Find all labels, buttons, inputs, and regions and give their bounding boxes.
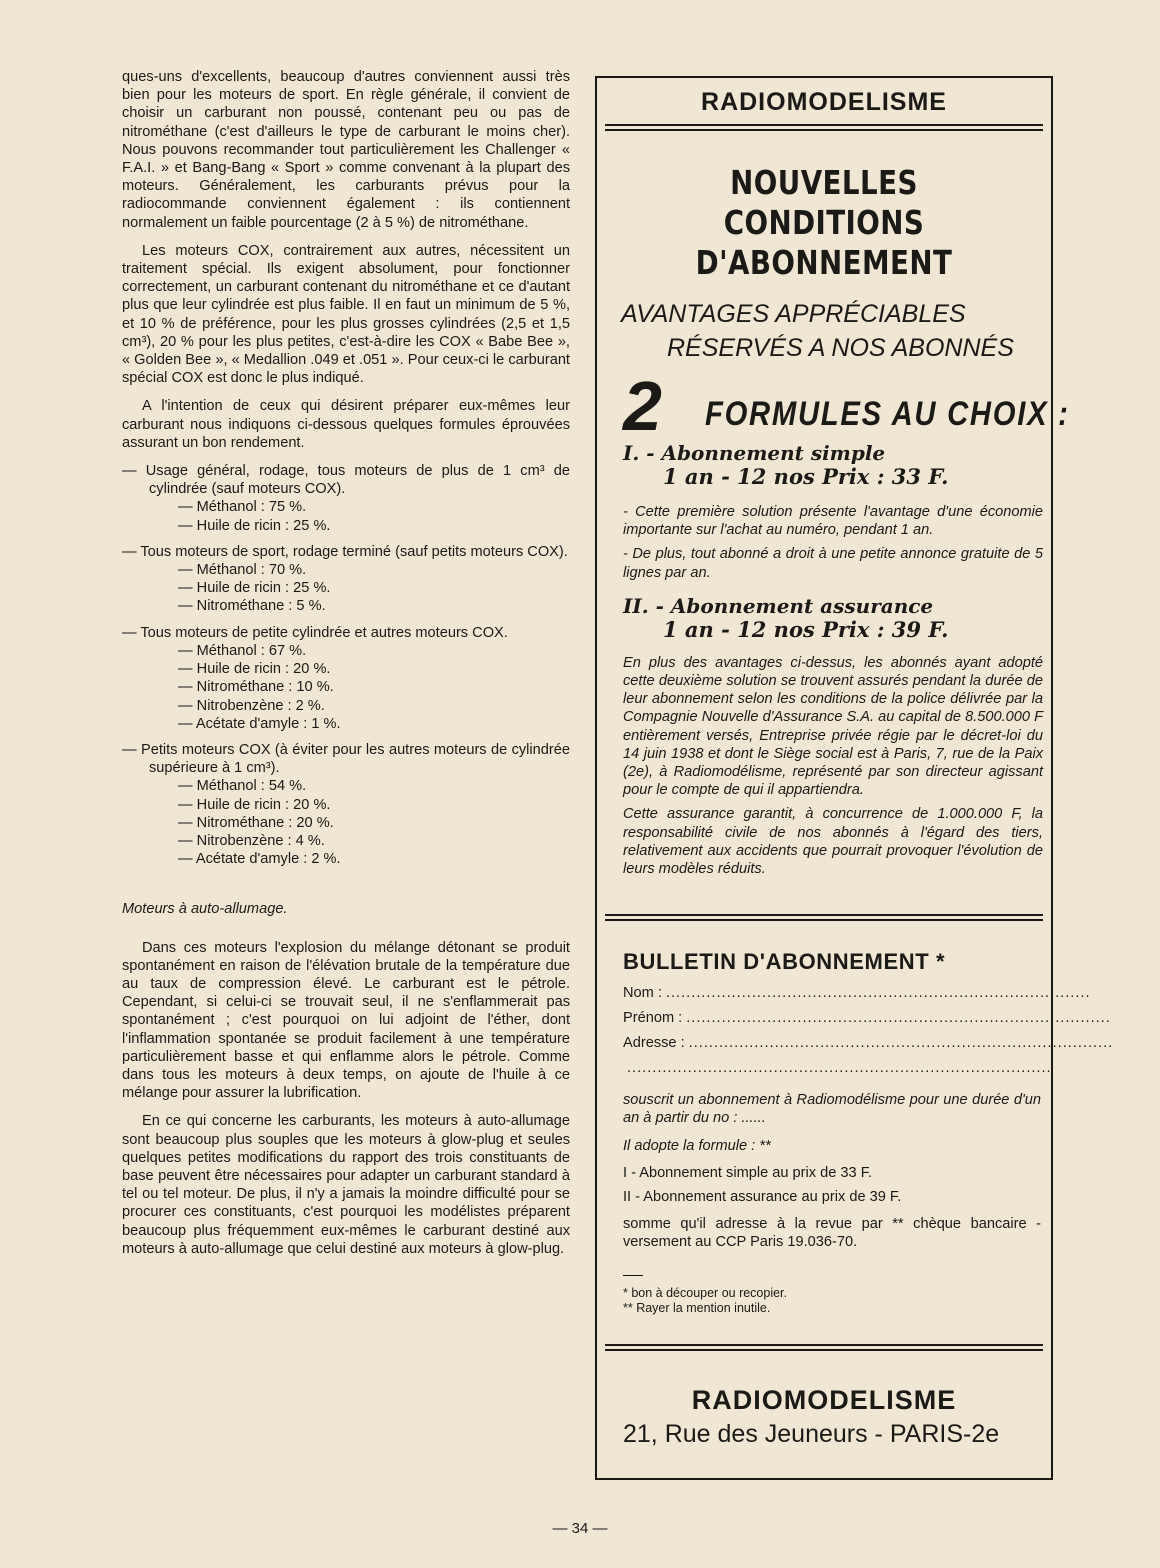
footnote-rule xyxy=(623,1275,643,1276)
formula-ingredient: — Méthanol : 75 %. xyxy=(178,499,307,516)
name-dotted-line[interactable]: .................................................................................... xyxy=(665,985,1091,1002)
subscribe-statement: souscrit un abonnement à Radiomodélisme pour une durée d'un an à partir du no : ...... xyxy=(623,1092,1041,1127)
payment-line: somme qu'il adresse à la revue par ** chèque bancaire - versement au CCP Paris 19.036-70. xyxy=(623,1216,1041,1251)
formula-ingredient: — Huile de ricin : 20 %. xyxy=(178,661,331,678)
option-line-2[interactable]: II - Abonnement assurance au prix de 39 F. xyxy=(623,1189,902,1206)
formula-ingredient: — Huile de ricin : 20 %. xyxy=(178,796,331,813)
advantages-line: AVANTAGES APPRÉCIABLES xyxy=(621,300,966,328)
option-paragraph: - Cette première solution présente l'avantage d'une économie importante sur l'achat au numéro, pendant 1 an. xyxy=(623,504,1043,539)
option-1-price: 1 an - 12 nos Prix : 33 F. xyxy=(663,464,949,489)
page-number: — 34 — xyxy=(552,1520,608,1537)
option-paragraph: En plus des avantages ci-dessus, les abonnés ayant adopté cette deuxième solution se trouvent assurés pendant la durée de leur abonnement selon les conditions de la police délivrée par la Compagnie Nouvelle d'Assurance S.A. au capital de 8.500.000 F entièrement versés, Entreprise privée régie par le décret-loi du 14 juin 1938 et dont le Siège social est à Paris, 7, rue de la Paix (2e), à Radiomodélisme, représenté par son directeur agissant pour le compte de qui il appartiendra. xyxy=(623,654,1043,799)
address-dotted-line[interactable]: .................................................................................... xyxy=(627,1060,1052,1077)
formula-block xyxy=(122,462,570,535)
formula-block xyxy=(122,543,570,616)
firstname-label: Prénom : xyxy=(623,1010,683,1027)
address-dotted-line[interactable]: .................................................................................... xyxy=(688,1035,1114,1052)
option-paragraph: - De plus, tout abonné a droit à une petite annonce gratuite de 5 lignes par an. xyxy=(623,546,1043,581)
address-field[interactable] xyxy=(623,1031,1114,1056)
footnote: ** Rayer la mention inutile. xyxy=(623,1301,771,1316)
section-subheading: Moteurs à auto-allumage. xyxy=(122,901,288,918)
article-paragraph: Dans ces moteurs l'explosion du mélange détonant se produit spontanément en raison de l'élévation brutale de la température due au taux de compression élevé. Le carburant est le pétrole. Cependant, si celui-ci se trouvait seul, il ne s'enflammerait pas spontanément ; c'est pourquoi on lui adjoint de l'éther, dont l'inflammation spontanée se produit facilement à une température particulièrement basse et qui enflamme alors le pétrole. Comme dans tous les moteurs à deux temps, on ajoute de l'huile à ce mélange pour assurer la lubrification. xyxy=(122,939,570,1102)
formula-ingredient: — Nitrobenzène : 4 %. xyxy=(178,832,325,849)
formula-heading: — Tous moteurs de petite cylindrée et autres moteurs COX. xyxy=(122,624,508,641)
name-label: Nom : xyxy=(623,985,662,1002)
name-field[interactable] xyxy=(623,981,1091,1006)
formula-ingredient: — Acétate d'amyle : 2 %. xyxy=(178,851,341,868)
formula-ingredient: — Nitrométhane : 10 %. xyxy=(178,679,334,696)
option-line-1[interactable]: I - Abonnement simple au prix de 33 F. xyxy=(623,1165,873,1182)
firstname-dotted-line[interactable]: .................................................................................... xyxy=(686,1010,1111,1027)
box-title: RADIOMODELISME xyxy=(701,88,947,116)
formula-block xyxy=(122,624,570,733)
footer-address: 21, Rue des Jeuneurs - PARIS-2e xyxy=(623,1420,1000,1449)
formula-choice-label: Il adopte la formule : ** xyxy=(623,1138,771,1155)
formula-ingredient: — Huile de ricin : 25 %. xyxy=(178,580,331,597)
bulletin-title: BULLETIN D'ABONNEMENT * xyxy=(623,949,946,975)
option-2-heading: II. - Abonnement assurance xyxy=(623,593,934,618)
formula-heading: — Petits moteurs COX (à éviter pour les autres moteurs de cylindrée supérieure à 1 cm³). xyxy=(122,741,570,777)
option-1-heading: I. - Abonnement simple xyxy=(623,441,886,465)
headline-line: D'ABONNEMENT xyxy=(695,243,953,282)
option-1-text xyxy=(623,503,1043,582)
subscription-box xyxy=(595,76,1114,1480)
advantages-line: RÉSERVÉS A NOS ABONNÉS xyxy=(667,334,1014,362)
formula-ingredient: — Méthanol : 54 %. xyxy=(178,778,307,795)
formula-ingredient: — Méthanol : 67 %. xyxy=(178,642,307,659)
address-label: Adresse : xyxy=(623,1035,685,1052)
conditions-headline xyxy=(633,163,1014,283)
formula-ingredient: — Méthanol : 70 %. xyxy=(178,562,307,579)
formula-ingredient: — Nitrométhane : 20 %. xyxy=(178,814,334,831)
formula-count: 2 xyxy=(623,367,662,445)
double-rule xyxy=(605,124,1043,131)
address-field-2[interactable] xyxy=(623,1056,1052,1081)
article-column xyxy=(122,68,570,1268)
advantages-headline xyxy=(597,297,1051,365)
formula-ingredient: — Acétate d'amyle : 1 %. xyxy=(178,715,341,732)
formula-ingredient: — Nitrométhane : 5 %. xyxy=(178,598,326,615)
double-rule xyxy=(605,1344,1043,1351)
article-paragraph: A l'intention de ceux qui désirent préparer eux-mêmes leur carburant nous indiquons ci-dessous quelques formules éprouvées assurant un bon rendement. xyxy=(122,398,570,451)
article-paragraph: Les moteurs COX, contrairement aux autres, nécessitent un traitement spécial. Ils exigent absolument, pour fonctionner correctement, un carburant contenant du nitrométhane et ce d'autant plus que leur cylindrée est plus faible. Il en faut un minimum de 5 %, et 10 % de préférence, pour les plus grosses cylindrées (2,5 et 1,5 cm³), 20 % pour les plus petites, c'est-à-dire les COX « Babe Bee », « Golden Bee », « Medallion .049 et .051 ». Pour ceux-ci le carburant spécial COX est donc le plus indiqué. xyxy=(122,242,570,387)
double-rule xyxy=(605,914,1043,921)
option-paragraph: Cette assurance garantit, à concurrence de 1.000.000 F, la responsabilité civile de nos abonnés à l'égard des tiers, relativement aux accidents que pourrait provoquer l'évolution de leurs modèles réduits. xyxy=(623,806,1043,878)
formula-heading: — Tous moteurs de sport, rodage terminé (sauf petits moteurs COX). xyxy=(122,543,568,560)
footnote: * bon à découper ou recopier. xyxy=(623,1286,788,1301)
formula-choice-text: FORMULES AU CHOIX : xyxy=(705,395,1070,433)
firstname-field[interactable] xyxy=(623,1006,1111,1031)
headline-line: NOUVELLES CONDITIONS xyxy=(723,163,925,242)
formula-block xyxy=(122,741,570,868)
option-2-text xyxy=(623,654,1043,878)
option-2-price: 1 an - 12 nos Prix : 39 F. xyxy=(663,616,949,642)
formula-heading: — Usage général, rodage, tous moteurs de plus de 1 cm³ de cylindrée (sauf moteurs COX). xyxy=(122,463,570,498)
footer-title: RADIOMODELISME xyxy=(691,1385,957,1416)
formula-ingredient: — Huile de ricin : 25 %. xyxy=(178,517,331,534)
article-paragraph: En ce qui concerne les carburants, les moteurs à auto-allumage sont beaucoup plus souples que les moteurs à glow-plug et seules quelques petites modifications du rapport des trois constituants de base peuvent être nécessaires pour adapter un carburant standard à tel ou tel moteur. De plus, il n'y a jamais la moindre difficulté pour se procurer ces constituants, c'est pourquoi les modélistes préparent beaucoup plus fréquemment eux-mêmes le carburant destiné aux moteurs à auto-allumage que celui destiné aux moteurs à glow-plug. xyxy=(122,1113,570,1257)
two-formulas-headline xyxy=(623,367,1070,445)
formula-ingredient: — Nitrobenzène : 2 %. xyxy=(178,697,325,714)
article-paragraph: ques-uns d'excellents, beaucoup d'autres conviennent aussi très bien pour les moteurs de sport. En règle générale, il convient de choisir un carburant non poussé, contenant peu ou pas de nitrométhane (c'est d'ailleurs le type de carburant le moins cher). Nous pouvons recommander tout particulièrement les Challenger « F.A.I. » et Bang-Bang « Sport » comme convenant à la plupart des moteurs. Généralement, les carburants prévus pour la radiocommande conviennent également : ils contiennent normalement un faible pourcentage (2 à 5 %) de nitrométhane. xyxy=(122,69,570,231)
